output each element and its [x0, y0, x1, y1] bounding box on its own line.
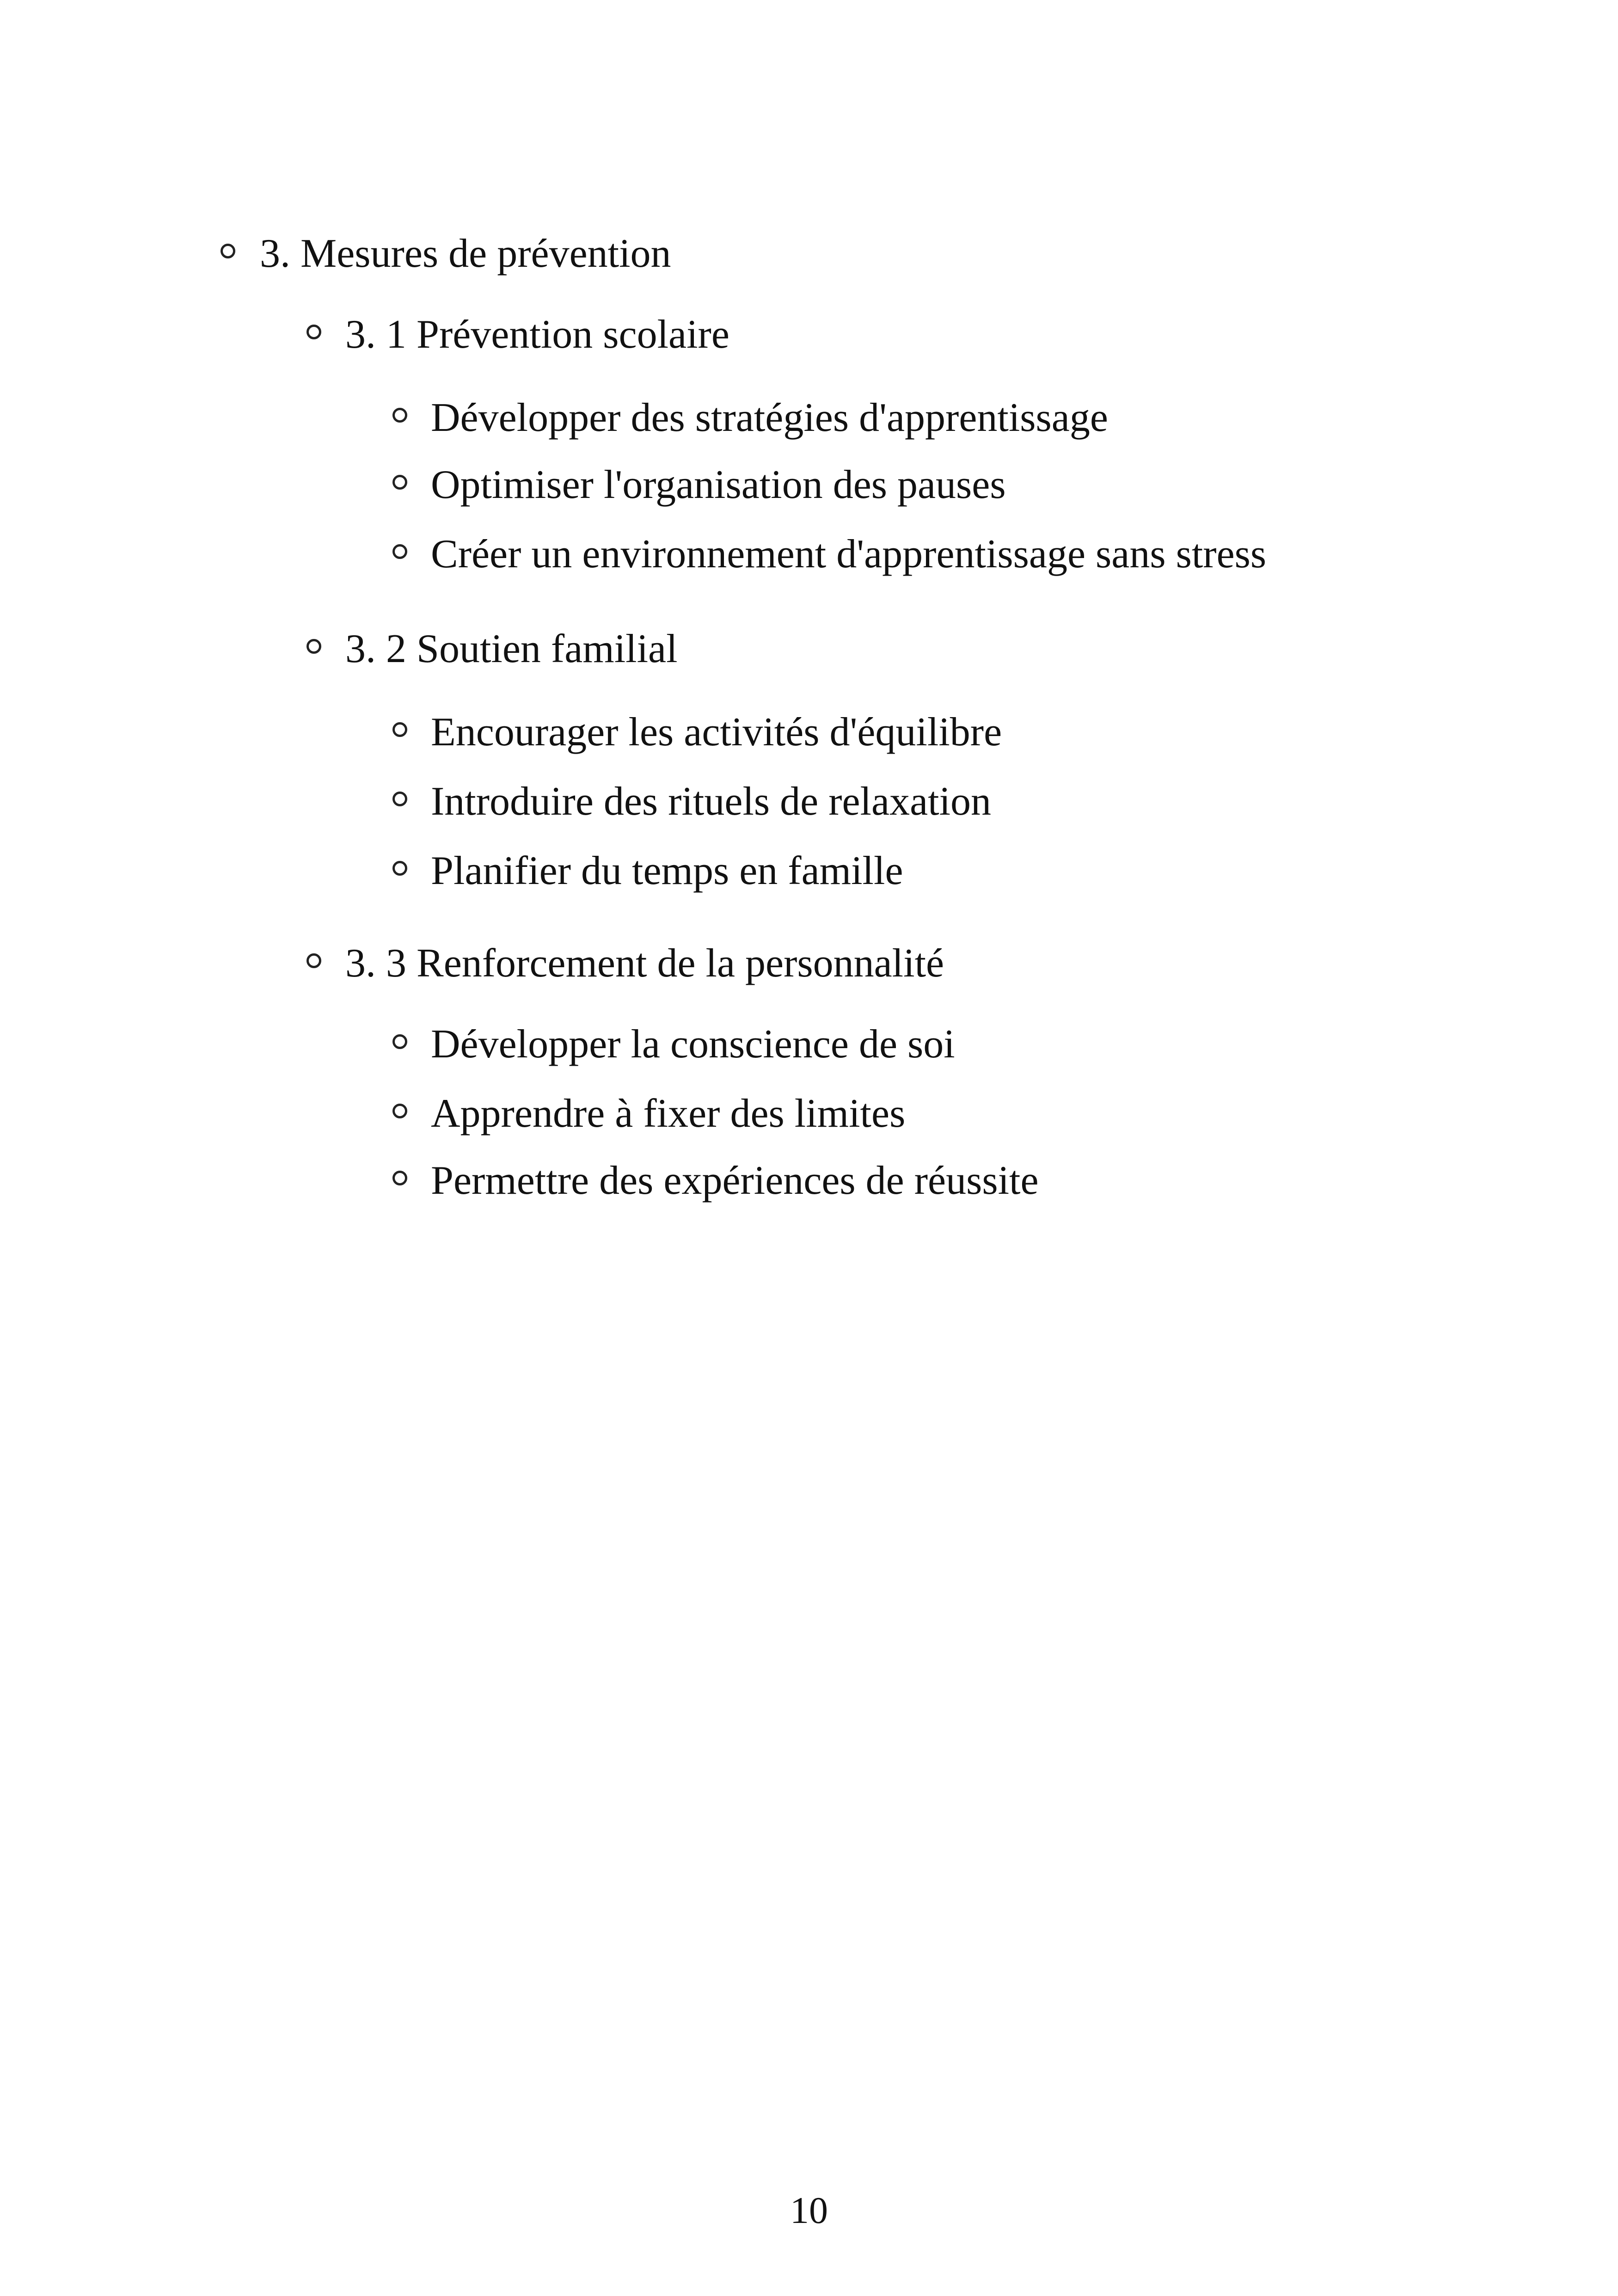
list-item-text: Développer la conscience de soi: [431, 1022, 955, 1067]
subsection-heading-text: 3. 2 Soutien familial: [345, 626, 678, 671]
subsection-heading-text: 3. 3 Renforcement de la personnalité: [345, 941, 944, 986]
hollow-circle-bullet-icon: [306, 325, 321, 339]
hollow-circle-bullet-icon: [392, 1104, 407, 1118]
hollow-circle-bullet-icon: [392, 1034, 407, 1049]
hollow-circle-bullet-icon: [392, 722, 407, 737]
list-item-text: Introduire des rituels de relaxation: [431, 779, 992, 824]
list-item-text: Créer un environnement d'apprentissage sans stress: [431, 532, 1267, 577]
hollow-circle-bullet-icon: [392, 408, 407, 423]
list-item-text: Apprendre à fixer des limites: [431, 1091, 906, 1136]
hollow-circle-bullet-icon: [306, 953, 321, 968]
section-heading-text: 3. Mesures de prévention: [260, 231, 671, 276]
list-item-text: Optimiser l'organisation des pauses: [431, 462, 1006, 507]
list-item-text: Planifier du temps en famille: [431, 848, 903, 893]
hollow-circle-bullet-icon: [306, 639, 321, 654]
hollow-circle-bullet-icon: [392, 861, 407, 876]
hollow-circle-bullet-icon: [392, 792, 407, 806]
hollow-circle-bullet-icon: [221, 244, 235, 258]
hollow-circle-bullet-icon: [392, 475, 407, 490]
hollow-circle-bullet-icon: [392, 544, 407, 559]
list-item-text: Permettre des expériences de réussite: [431, 1158, 1039, 1203]
subsection-heading-text: 3. 1 Prévention scolaire: [345, 312, 729, 357]
hollow-circle-bullet-icon: [392, 1171, 407, 1185]
page-number: 10: [790, 2189, 828, 2231]
list-item-text: Développer des stratégies d'apprentissage: [431, 395, 1108, 440]
list-item-text: Encourager les activités d'équilibre: [431, 710, 1002, 755]
